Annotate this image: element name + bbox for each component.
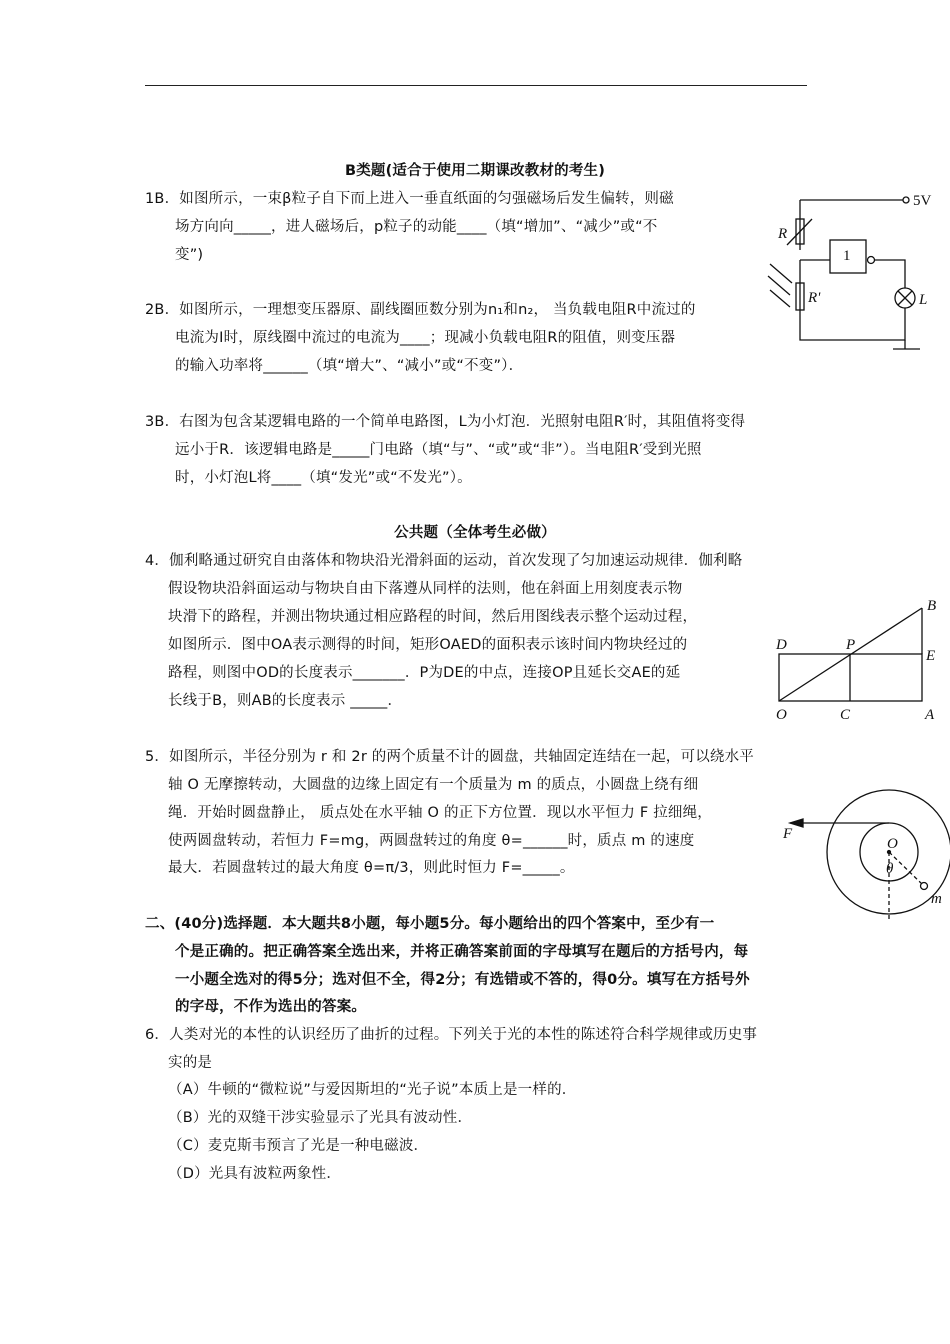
q3b-line: 远小于R．该逻辑电路是_____门电路（填“与”、“或”或“非”）。当电阻R′受到光照 <box>175 442 702 458</box>
q5-line: 轴 O 无摩擦转动，大圆盘的边缘上固定有一个质量为 m 的质点，小圆盘上绕有细 <box>168 777 699 793</box>
label-m: m <box>931 891 942 907</box>
section-b-title: B类题(适合于使用二期课改教材的考生) <box>344 163 606 179</box>
label-o: O <box>776 707 787 723</box>
q3b-line: 3B．右图为包含某逻辑电路的一个简单电路图，L为小灯泡．光照射电阻R′时，其阻值将变得 <box>145 414 746 430</box>
label-a: A <box>925 707 935 723</box>
q1b-line: 变”) <box>175 247 204 263</box>
q4-line: 块滑下的路程，并测出物块通过相应路程的时间，然后用图线表示整个运动过程， <box>168 609 698 625</box>
q6-option-b: （B）光的双缝干涉实验显示了光具有波动性． <box>168 1110 473 1126</box>
q5-line: 最大．若圆盘转过的最大角度 θ=π/3，则此时恒力 F=_____。 <box>168 860 575 876</box>
label-c: C <box>840 707 851 723</box>
q4-line: 4．伽利略通过研究自由落体和物块沿光滑斜面的运动，首次发现了匀加速运动规律．伽利略 <box>145 553 743 569</box>
q2b-line: 的输入功率将______（填“增大”、“减小”或“不变”）． <box>175 358 524 374</box>
q5-line: 绳．开始时圆盘静止， 质点处在水平轴 O 的正下方位置．现以水平恒力 F 拉细绳， <box>168 805 712 821</box>
label-o-axis: O <box>887 836 898 852</box>
label-p: P <box>846 637 856 653</box>
label-d: D <box>776 637 787 653</box>
q3b-line: 时，小灯泡L将____（填“发光”或“不发光”）。 <box>175 470 472 486</box>
label-l: L <box>919 292 928 308</box>
q6-line: 实的是 <box>168 1055 213 1071</box>
section2-heading: 个是正确的。把正确答案全选出来，并将正确答案前面的字母填写在题后的方括号内，每 <box>175 944 749 960</box>
label-r: R <box>778 226 788 242</box>
label-f: F <box>783 826 793 842</box>
q6-option-d: （D）光具有波粒两象性． <box>168 1166 342 1182</box>
section2-heading: 二、(40分)选择题．本大题共8小题，每小题5分。每小题给出的四个答案中，至少有一 <box>145 916 715 932</box>
section2-heading: 的字母，不作为选出的答案。 <box>175 999 367 1015</box>
q6-line: 6．人类对光的本性的认识经历了曲折的过程。下列关于光的本性的陈述符合科学规律或历史事 <box>145 1027 758 1043</box>
label-5v: 5V <box>913 193 932 209</box>
q2b-line: 电流为I时，原线圈中流过的电流为____；现减小负载电阻R的阻值，则变压器 <box>175 330 676 346</box>
q4-line: 路程，则图中OD的长度表示_______．P为DE的中点，连接OP且延长交AE的延 <box>168 665 681 681</box>
label-gate: 1 <box>843 248 851 264</box>
q1b-line: 场方向向_____，进人磁场后，p粒子的动能____（填“增加”、“减少”或“不 <box>175 219 658 235</box>
q5-line: 5．如图所示，半径分别为 r 和 2r 的两个质量不计的圆盘，共轴固定连结在一起，可以绕水平 <box>145 749 755 765</box>
q6-option-a: （A）牛顿的“微粒说”与爱因斯坦的“光子说”本质上是一样的． <box>168 1082 577 1098</box>
label-theta: θ <box>886 861 894 877</box>
common-section-title: 公共题（全体考生必做） <box>394 525 556 541</box>
q6-option-c: （C）麦克斯韦预言了光是一种电磁波． <box>168 1138 429 1154</box>
label-e: E <box>926 648 936 664</box>
q4-line: 长线于B，则AB的长度表示 _____． <box>168 693 403 709</box>
label-b: B <box>927 598 937 614</box>
label-r-prime: R' <box>808 290 821 306</box>
motion-graph <box>775 598 936 723</box>
q1b-line: 1B．如图所示，一束β粒子自下而上进入一垂直纸面的匀强磁场后发生偏转，则磁 <box>145 191 674 207</box>
q2b-line: 2B．如图所示，一理想变压器原、副线圈匝数分别为n₁和n₂， 当负载电阻R中流过的 <box>145 302 696 318</box>
disks-diagram <box>782 790 950 922</box>
q5-line: 使两圆盘转动，若恒力 F=mg，两圆盘转过的角度 θ=______时，质点 m 的速度 <box>168 833 695 849</box>
section2-heading: 一小题全选对的得5分；选对但不全，得2分；有选错或不答的，得0分。填写在方括号外 <box>175 972 750 988</box>
q4-line: 假设物块沿斜面运动与物块自由下落遵从同样的法则，他在斜面上用刻度表示物 <box>168 581 683 597</box>
q4-line: 如图所示．图中OA表示测得的时间，矩形OAED的面积表示该时间内物块经过的 <box>168 637 688 653</box>
